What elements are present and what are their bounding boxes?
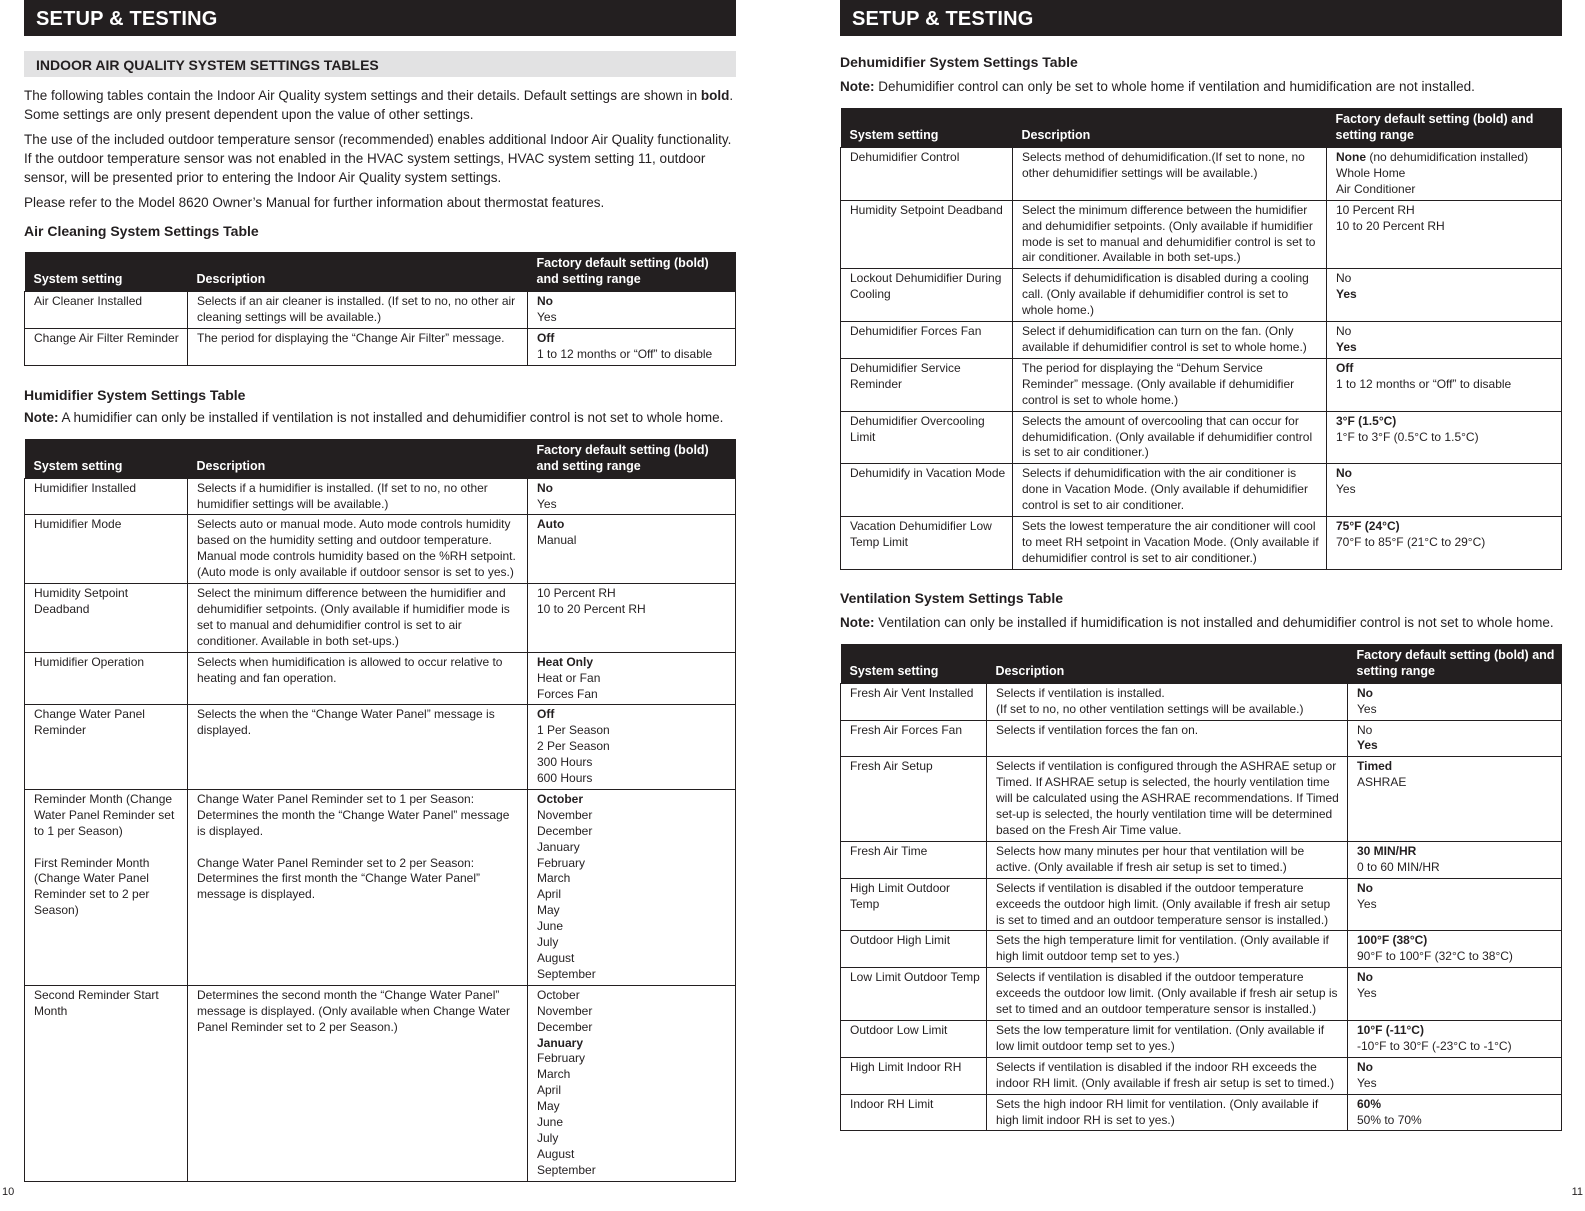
setting-description: Selects auto or manual mode. Auto mode controls humidity based on the humidity setting and outdoor temperature. Manual mode controls humidity based on the %RH setpoint. (Auto mode is only available if outdoor sensor is set to yes.)	[188, 515, 528, 584]
setting-values	[1327, 358, 1562, 411]
setting-values	[528, 652, 736, 705]
setting-name: Humidity Setpoint Deadband	[841, 200, 1013, 269]
setting-values	[1348, 757, 1562, 842]
table-row	[841, 683, 1562, 720]
setting-description: Sets the lowest temperature the air conditioner will cool to meet RH setpoint in Vacation Mode. (Only available if dehumidifier control is set to air conditioner.)	[1013, 517, 1327, 570]
setting-description: Selects the amount of overcooling that can occur for dehumidification. (Only available if dehumidifier control is set to air conditioner.)	[1013, 411, 1327, 464]
default-value: Yes	[1357, 738, 1378, 753]
setting-description: Sets the high indoor RH limit for ventilation. (Only available if high limit indoor RH is set to yes.)	[987, 1094, 1348, 1131]
setting-name: Change Water Panel Reminder	[25, 705, 188, 790]
default-value: Off	[537, 330, 555, 345]
default-value: No	[1357, 1059, 1373, 1074]
setting-name: Air Cleaner Installed	[25, 292, 188, 329]
setting-name: Fresh Air Forces Fan	[841, 720, 987, 757]
range-value: No	[1336, 271, 1352, 286]
table-row	[25, 478, 736, 515]
table-row	[841, 200, 1562, 269]
setting-description: Sets the high temperature limit for ventilation. (Only available if high limit outdoor temp set to yes.)	[987, 931, 1348, 968]
range-value: Manual	[537, 533, 577, 548]
default-value: No	[1336, 466, 1352, 481]
range-value: Yes	[1357, 701, 1377, 716]
range-value: Whole Home	[1336, 165, 1406, 180]
range-value: August	[537, 951, 575, 965]
setting-name: Humidifier Operation	[25, 652, 188, 705]
page-10	[24, 0, 736, 1182]
setting-values	[1348, 1094, 1562, 1131]
setting-description: Selects if ventilation is disabled if the indoor RH exceeds the indoor RH limit. (Only available if fresh air setup is set to timed.)	[987, 1057, 1348, 1094]
setting-values	[1327, 200, 1562, 269]
range-value: -10°F to 30°F (-23°C to -1°C)	[1357, 1038, 1512, 1053]
default-value: No	[537, 294, 553, 308]
humidifier-note: Note: A humidifier can only be installed if ventilation is not installed and dehumidifier control is not set to whole home.	[24, 409, 724, 425]
setting-description: Selects the when the “Change Water Panel” message is displayed.	[188, 705, 528, 790]
col-header-setting: System setting	[25, 252, 188, 292]
setting-description: Selects if ventilation is disabled if the outdoor temperature exceeds the outdoor low limit. (Only available if fresh air setup is set to timed and an outdoor temperature sensor is installed.)	[987, 968, 1348, 1021]
table-row	[841, 148, 1562, 201]
range-value: November	[537, 1003, 593, 1018]
setting-values	[1348, 683, 1562, 720]
setting-values	[1348, 968, 1562, 1021]
table-row	[841, 1020, 1562, 1057]
setting-name: Change Air Filter Reminder	[25, 328, 188, 365]
setting-description: Selects when humidification is allowed to occur relative to heating and fan operation.	[188, 652, 528, 705]
range-value: 1°F to 3°F (0.5°C to 1.5°C)	[1336, 429, 1479, 444]
setting-description: Sets the low temperature limit for ventilation. (Only available if low limit outdoor temp set to yes.)	[987, 1020, 1348, 1057]
setting-values	[528, 789, 736, 985]
range-value: 10 to 20 Percent RH	[537, 601, 646, 616]
range-value: August	[537, 1146, 575, 1161]
setting-name: Dehumidifier Service Reminder	[841, 358, 1013, 411]
setting-name: Second Reminder Start Month	[25, 985, 188, 1181]
setting-description: Selects how many minutes per hour that ventilation will be active. (Only available if fresh air setup is set to timed.)	[987, 841, 1348, 878]
table-row	[25, 292, 736, 329]
range-value: ASHRAE	[1357, 775, 1407, 790]
range-value: December	[537, 1019, 593, 1034]
setting-description: Change Water Panel Reminder set to 1 per Season: Determines the month the “Change Water Panel” message is displayed. Change Water Panel Reminder set to 2 per Season: Determines the first month the “Change Water Panel” message is displayed.	[188, 789, 528, 985]
setting-name: High Limit Outdoor Temp	[841, 878, 987, 931]
setting-description: Select if dehumidification can turn on the fan. (Only available if dehumidifier control is set to whole home.)	[1013, 322, 1327, 359]
table-row	[841, 757, 1562, 842]
range-value: Yes	[1357, 896, 1377, 911]
default-value: 3°F (1.5°C)	[1336, 413, 1397, 428]
air-cleaning-table	[24, 252, 736, 366]
range-value: Yes	[1357, 986, 1377, 1001]
intro-paragraph-2: The use of the included outdoor temperature sensor (recommended) enables additional Indoor Air Quality functionality. If the outdoor temperature sensor was not enabled in the HVAC system settings, HVAC system setting 11, outdoor sensor, will be presented prior to entering the Indoor Air Quality system settings.	[24, 132, 732, 185]
range-value: 300 Hours	[537, 755, 593, 770]
table-row	[841, 1057, 1562, 1094]
setting-name: Outdoor High Limit	[841, 931, 987, 968]
table-row	[841, 322, 1562, 359]
setting-name: Dehumidifier Control	[841, 148, 1013, 201]
col-header-default: Factory default setting (bold) and setting range	[528, 252, 736, 292]
setting-name: Humidifier Mode	[25, 515, 188, 584]
range-value: Heat or Fan	[537, 670, 601, 685]
setting-values	[528, 478, 736, 515]
setting-description: Selects if dehumidification is disabled during a cooling call. (Only available if dehumidifier control is set to whole home.)	[1013, 269, 1327, 322]
setting-values	[1327, 517, 1562, 570]
page-number-left: 10	[2, 1186, 15, 1198]
setting-name: Fresh Air Vent Installed	[841, 683, 987, 720]
range-value: No	[1336, 324, 1352, 339]
setting-name: Dehumidifier Overcooling Limit	[841, 411, 1013, 464]
setting-name: Fresh Air Setup	[841, 757, 987, 842]
col-header-description: Description	[188, 252, 528, 292]
setting-description: Selects if dehumidification with the air conditioner is done in Vacation Mode. (Only available if dehumidifier control is set to air conditioner.	[1013, 464, 1327, 517]
dehumidifier-note: Note: Dehumidifier control can only be set to whole home if ventilation and humidification are not installed.	[840, 79, 1475, 94]
setting-values	[1348, 841, 1562, 878]
table-row	[841, 464, 1562, 517]
col-header-description: Description	[188, 439, 528, 479]
ventilation-table	[840, 644, 1562, 1132]
default-value: No	[1357, 880, 1373, 895]
col-header-default: Factory default setting (bold) and setting range	[528, 439, 736, 479]
setting-values	[528, 328, 736, 365]
col-header-description: Description	[987, 644, 1348, 684]
setting-description: Selects if ventilation is disabled if the outdoor temperature exceeds the outdoor high limit. (Only available if fresh air setup is set to timed and an outdoor temperature sensor is installed.)	[987, 878, 1348, 931]
table-row	[25, 985, 736, 1181]
setting-description: Selects if ventilation is installed. (If set to no, no other ventilation settings will be available.)	[987, 683, 1348, 720]
default-value: None (no dehumidification installed)	[1336, 150, 1529, 164]
col-header-setting: System setting	[841, 644, 987, 684]
col-header-description: Description	[1013, 108, 1327, 148]
range-value: 2 Per Season	[537, 739, 610, 754]
table-row	[25, 328, 736, 365]
range-value: July	[537, 1130, 559, 1145]
range-value: June	[537, 919, 564, 934]
range-value: 10 Percent RH	[537, 586, 616, 601]
section-subheading: INDOOR AIR QUALITY SYSTEM SETTINGS TABLES	[24, 51, 736, 77]
setting-description: Selects if a humidifier is installed. (If set to no, no other humidifier settings will be available.)	[188, 478, 528, 515]
setting-values	[1348, 1020, 1562, 1057]
range-value: 600 Hours	[537, 771, 593, 786]
setting-description: Select the minimum difference between the humidifier and dehumidifier setpoints. (Only available if humidifier mode is set to manual and dehumidifier control is set to air conditioner. Available in both set-ups.)	[188, 584, 528, 653]
ventilation-table-title: Ventilation System Settings Table	[840, 589, 1064, 606]
table-row	[841, 411, 1562, 464]
table-row	[841, 1094, 1562, 1131]
range-value: July	[537, 935, 559, 950]
default-value: 100°F (38°C)	[1357, 933, 1428, 948]
default-value: 60%	[1357, 1096, 1382, 1111]
range-value: December	[537, 823, 593, 838]
default-value: No	[1357, 970, 1373, 985]
setting-name: Lockout Dehumidifier During Cooling	[841, 269, 1013, 322]
setting-name: Vacation Dehumidifier Low Temp Limit	[841, 517, 1013, 570]
range-value: 90°F to 100°F (32°C to 38°C)	[1357, 949, 1513, 964]
range-value: Forces Fan	[537, 686, 598, 701]
setting-description: Selects if an air cleaner is installed. (If set to no, no other air cleaning settings will be available.)	[188, 292, 528, 329]
setting-name: High Limit Indoor RH	[841, 1057, 987, 1094]
setting-description: Selects if ventilation forces the fan on.	[987, 720, 1348, 757]
setting-name: Dehumidifier Forces Fan	[841, 322, 1013, 359]
range-value: No	[1357, 722, 1373, 737]
humidifier-table-title: Humidifier System Settings Table	[24, 386, 246, 403]
range-value: Yes	[1357, 1075, 1377, 1090]
range-value: Yes	[1336, 482, 1356, 497]
setting-description: The period for displaying the “Change Air Filter” message.	[188, 328, 528, 365]
default-value: Yes	[1336, 339, 1357, 354]
table-row	[25, 515, 736, 584]
range-value: April	[537, 1083, 562, 1098]
setting-description: Determines the second month the “Change Water Panel” message is displayed. (Only available when Change Water Panel Reminder set to 2 per Season.)	[188, 985, 528, 1181]
setting-name: Low Limit Outdoor Temp	[841, 968, 987, 1021]
default-value: 75°F (24°C)	[1336, 519, 1400, 534]
dehumidifier-table	[840, 108, 1562, 570]
range-value: 1 to 12 months or “Off” to disable	[537, 346, 713, 361]
range-value: June	[537, 1115, 564, 1130]
setting-values	[528, 515, 736, 584]
page-number-right: 11	[1571, 1186, 1583, 1198]
table-row	[25, 789, 736, 985]
setting-values	[1327, 269, 1562, 322]
range-value: September	[537, 1162, 596, 1177]
setting-values	[1327, 411, 1562, 464]
range-value: February	[537, 1051, 586, 1066]
table-row	[841, 931, 1562, 968]
table-row	[25, 652, 736, 705]
setting-description: The period for displaying the “Dehum Service Reminder” message. (Only available if dehumidifier control is set to whole home.)	[1013, 358, 1327, 411]
setting-name: Reminder Month (Change Water Panel Reminder set to 1 per Season) First Reminder Month (Change Water Panel Reminder set to 2 per Season)	[25, 789, 188, 985]
range-value: Air Conditioner	[1336, 181, 1416, 196]
range-value: 1 Per Season	[537, 723, 610, 738]
setting-values	[1327, 148, 1562, 201]
intro-paragraph-1: The following tables contain the Indoor Air Quality system settings and their details. Default settings are shown in bold. Some settings are only present dependent upon the value of other settings.	[24, 88, 734, 122]
setting-values	[1348, 720, 1562, 757]
range-value: April	[537, 887, 562, 902]
default-value: Heat Only	[537, 654, 594, 669]
range-value: 10 to 20 Percent RH	[1336, 218, 1445, 233]
dehumidifier-table-title: Dehumidifier System Settings Table	[840, 54, 1078, 70]
col-header-setting: System setting	[841, 108, 1013, 148]
setting-name: Indoor RH Limit	[841, 1094, 987, 1131]
default-value: October	[537, 791, 584, 806]
range-value: Yes	[537, 309, 557, 324]
col-header-default: Factory default setting (bold) and setting range	[1348, 644, 1562, 684]
setting-values	[1348, 878, 1562, 931]
table-row	[25, 705, 736, 790]
setting-values	[528, 292, 736, 329]
default-value: Auto	[537, 517, 565, 532]
range-value: 70°F to 85°F (21°C to 29°C)	[1336, 534, 1486, 549]
range-value: 50% to 70%	[1357, 1112, 1422, 1127]
setting-name: Humidifier Installed	[25, 478, 188, 515]
range-value: March	[537, 871, 571, 886]
col-header-setting: System setting	[25, 439, 188, 479]
range-value: November	[537, 807, 593, 822]
default-value: January	[537, 1035, 584, 1050]
default-value: No	[1357, 685, 1373, 700]
table-row	[841, 269, 1562, 322]
table-row	[25, 584, 736, 653]
table-row	[841, 720, 1562, 757]
range-value: May	[537, 903, 560, 918]
range-value: 10 Percent RH	[1336, 202, 1415, 217]
range-value: October	[537, 987, 580, 1002]
range-value: February	[537, 855, 586, 870]
setting-name: Humidity Setpoint Deadband	[25, 584, 188, 653]
setting-values	[528, 584, 736, 653]
setting-values	[528, 705, 736, 790]
setting-description: Selects method of dehumidification.(If set to none, no other dehumidifier settings will be available.)	[1013, 148, 1327, 201]
default-value: 30 MIN/HR	[1357, 843, 1417, 858]
default-value: No	[537, 480, 553, 495]
section-banner: SETUP & TESTING	[840, 0, 1562, 36]
default-value: Off	[1336, 360, 1354, 375]
setting-values	[1327, 322, 1562, 359]
intro-paragraph-3: Please refer to the Model 8620 Owner’s Manual for further information about thermostat features.	[24, 195, 605, 210]
setting-values	[1348, 1057, 1562, 1094]
setting-values	[1327, 464, 1562, 517]
air-cleaning-table-title: Air Cleaning System Settings Table	[24, 223, 259, 239]
setting-values	[528, 985, 736, 1181]
table-row	[841, 878, 1562, 931]
default-value: Off	[537, 707, 555, 722]
setting-description: Selects if ventilation is configured through the ASHRAE setup or Timed. If ASHRAE setup is selected, the hourly ventilation time will be calculated using the ASHRAE recommendations. If Timed set-up is selected, the hourly ventilation time will be determined based on the Fresh Air Time value.	[987, 757, 1348, 842]
table-row	[841, 358, 1562, 411]
setting-description: Select the minimum difference between the humidifier and dehumidifier setpoints. (Only available if humidifier mode is set to manual and dehumidifier control is set to air conditioner. Available in both set-ups.)	[1013, 200, 1327, 269]
range-value: May	[537, 1099, 560, 1114]
range-value: January	[537, 839, 580, 854]
setting-name: Fresh Air Time	[841, 841, 987, 878]
ventilation-note: Note: Ventilation can only be installed if humidification is not installed and dehumidifier control is not set to whole home.	[840, 614, 1554, 630]
range-value: 1 to 12 months or “Off” to disable	[1336, 376, 1512, 391]
table-row	[841, 968, 1562, 1021]
humidifier-table	[24, 439, 736, 1182]
setting-values	[1348, 931, 1562, 968]
page-11	[840, 0, 1562, 1131]
range-value: September	[537, 966, 596, 981]
section-banner: SETUP & TESTING	[24, 0, 736, 36]
range-value: 0 to 60 MIN/HR	[1357, 859, 1440, 874]
default-value: Yes	[1336, 287, 1357, 302]
table-row	[841, 517, 1562, 570]
default-value: Timed	[1357, 759, 1393, 774]
default-value: 10°F (-11°C)	[1357, 1022, 1424, 1037]
setting-name: Outdoor Low Limit	[841, 1020, 987, 1057]
setting-name: Dehumidify in Vacation Mode	[841, 464, 1013, 517]
range-value: Yes	[537, 496, 557, 511]
range-value: March	[537, 1067, 571, 1082]
col-header-default: Factory default setting (bold) and setting range	[1327, 108, 1562, 148]
table-row	[841, 841, 1562, 878]
